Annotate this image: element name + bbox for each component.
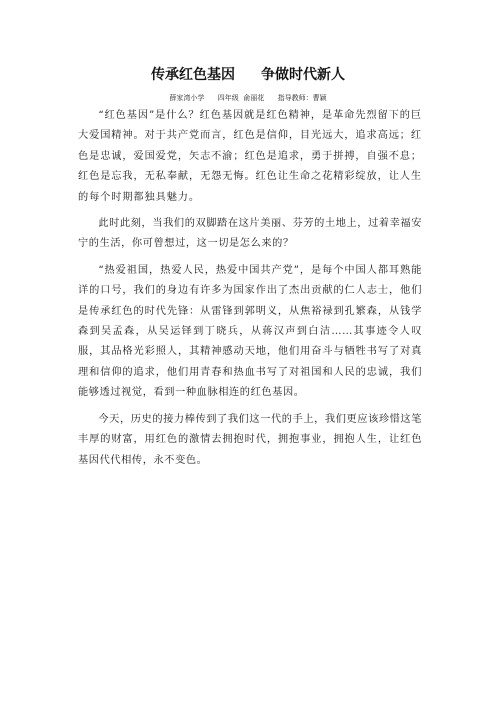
essay-body <box>78 106 422 477</box>
paragraph-3: “热爱祖国，热爱人民，热爱中国共产党”，是每个中国人都耳熟能详的口号，我们的身边有许多为国家作出了杰出贡献的仁人志士，他们是传承红色的时代先锋：从雷锋到郭明义，从焦裕禄到孔繁森，从钱学森到吴孟森，从吴运铎到丁晓兵，从蒋汉声到白洁……其事迹令人叹服，其品格光彩照人，其精神感动天地，他们用奋斗与牺牲书写了对真理和信仰的追求，他们用青春和热血书写了对祖国和人民的忠诚，我们能够透过视觉，看到一种血脉相连的红色基因。 <box>78 264 422 399</box>
page-title <box>0 64 496 84</box>
title-part-1: 传承红色基因 <box>151 67 235 83</box>
paragraph-1: “红色基因”是什么？红色基因就是红色精神，是革命先烈留下的巨大爱国精神。对于共产党而言，红色是信仰，目光远大，追求高远；红色是忠诚，爱国爱党，矢志不渝；红色是追求，勇于拼搏，自强不息；红色是忘我，无私奉献，无怨无悔。红色让生命之花精彩绽放，让人生的每个时期都独具魅力。 <box>78 110 422 203</box>
paragraph-2: 此时此刻，当我们的双脚踏在这片美丽、芬芳的土地上，过着幸福安宁的生活，你可曾想过，这一切是怎么来的？ <box>78 218 423 250</box>
paragraph-4: 今天，历史的接力棒传到了我们这一代的手上，我们更应该珍惜这笔丰厚的财富，用红色的激情去拥抱时代，拥抱事业，拥抱人生，让红色基因代代相传，永不变色。 <box>78 413 423 466</box>
title-part-2: 争做时代新人 <box>261 67 345 83</box>
author-byline: 薛家湾小学 四年级 俞丽花 指导教师：曹颖 <box>169 94 327 102</box>
